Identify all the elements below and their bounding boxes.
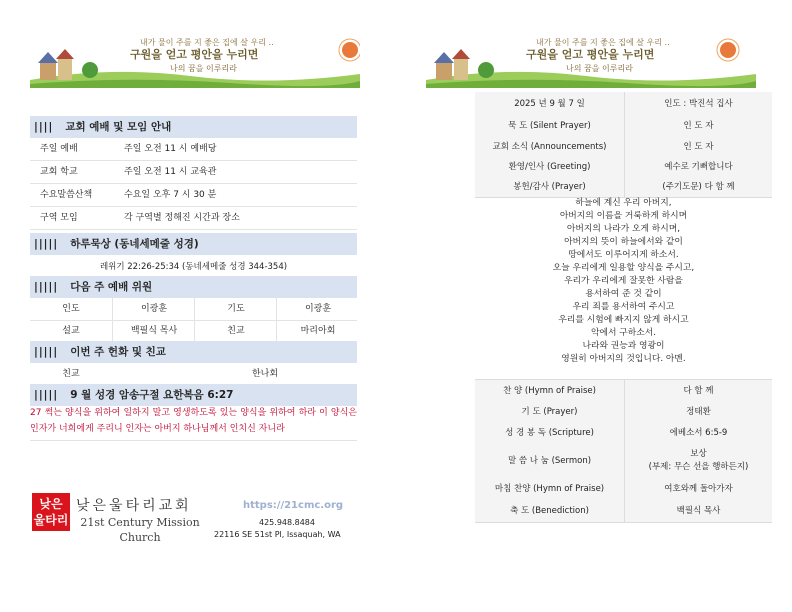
- section-title: 9 월 성경 암송구절 요한복음 6:27: [70, 389, 234, 401]
- row-key: 구역 모임: [40, 213, 78, 223]
- prayer-line: 영원히 아버지의 것입니다. 아멘.: [561, 354, 686, 364]
- prayer-line: 아버지의 나라가 오게 하시며,: [566, 224, 681, 234]
- prayer-line: 악에서 구하소서.: [590, 328, 657, 338]
- section-bars: |||||: [34, 281, 59, 293]
- section-flowers-header: [30, 341, 357, 363]
- church-name-line-1: 21st Century Mission: [80, 516, 200, 529]
- banner-text-3: 나의 꿈을 이루리라: [170, 64, 237, 73]
- phone-number: 425.948.8484: [259, 518, 315, 527]
- sermon-subtitle: (부제: 무슨 선을 행하든지): [648, 462, 749, 472]
- cell: 인도: [62, 304, 80, 314]
- church-name-line-2: Church: [119, 531, 161, 544]
- section-committee-header: [30, 276, 357, 298]
- order-row: [475, 177, 772, 198]
- order-person: 정태환: [686, 407, 711, 417]
- cell: 이광훈: [112, 298, 195, 320]
- fellowship-row: [30, 363, 357, 386]
- order-row: [475, 402, 772, 423]
- prayer-line: 땅에서도 이루어지게 하소서.: [568, 250, 679, 260]
- prayer-line: 용서하여 준 것 같이: [585, 289, 662, 299]
- cell: 이광훈: [276, 298, 359, 320]
- order-item: 교회 소식 (Announcements): [475, 137, 625, 157]
- memory-verse: 27 썩는 양식을 위하여 일하지 말고 영생하도록 있는 양식을 위하여 하라 이 양식은 인자가 너희에게 주리니 인자는 아버지 하나님께서 인치신 자니라: [30, 405, 357, 441]
- cell: 기도: [194, 298, 277, 320]
- banner-text-1: 내가 물이 주를 지 좋은 집에 살 우리 ..: [536, 38, 670, 47]
- church-name-korean: 낮은울타리교회: [76, 498, 192, 514]
- logo-text-bottom: 울타리: [33, 513, 69, 527]
- cell: 마리아회: [276, 320, 359, 342]
- order-person: (주기도문) 다 함 께: [662, 182, 735, 192]
- order-person: 여호와께 돌아가자: [664, 484, 733, 494]
- banner-text-1: 내가 물이 주를 지 좋은 집에 살 우리 ..: [140, 38, 274, 47]
- church-name-english: [76, 515, 204, 545]
- schedule-row: [30, 184, 357, 207]
- order-header-row: [475, 92, 772, 117]
- order-item: 성 경 봉 독 (Scripture): [475, 422, 625, 444]
- order-row: [475, 500, 772, 523]
- address: 22116 SE 51st Pl, Issaquah, WA: [214, 530, 341, 539]
- order-item: 봉헌/감사 (Prayer): [475, 177, 625, 197]
- banner-text-3: 나의 꿈을 이루리라: [566, 64, 633, 73]
- banner-text-2: 구원을 얻고 평안을 누리면: [130, 48, 259, 61]
- schedule-row: [30, 161, 357, 184]
- order-person: 다 함 께: [683, 386, 714, 396]
- order-row-sermon: [475, 444, 772, 480]
- logo-text-top: 낮은: [39, 497, 63, 511]
- section-memory-verse-header: [30, 384, 357, 406]
- order-row: [475, 422, 772, 445]
- section-title: 하루묵상 (동네세메줄 성경): [70, 238, 199, 250]
- order-item: 마침 찬양 (Hymn of Praise): [475, 479, 625, 500]
- committee-row: [30, 298, 357, 321]
- section-bars: |||||: [34, 389, 59, 401]
- church-logo: [32, 493, 70, 531]
- order-row: [475, 380, 772, 403]
- section-title: 교회 예배 및 모임 안내: [65, 121, 172, 133]
- order-item: 묵 도 (Silent Prayer): [475, 116, 625, 137]
- row-key: 수요말씀산책: [40, 190, 93, 200]
- prayer-line: 아버지의 뜻이 하늘에서와 같이: [564, 237, 683, 247]
- banner-right: [426, 36, 706, 88]
- prayer-line: 나라와 권능과 영광이: [582, 341, 665, 351]
- lords-prayer: [475, 197, 772, 380]
- order-item: 말 씀 나 눔 (Sermon): [475, 444, 625, 479]
- section-bars: |||||: [34, 346, 59, 358]
- cell: 한나회: [251, 369, 279, 379]
- row-key: 주일 예배: [40, 144, 78, 154]
- cell: 친교: [194, 320, 277, 342]
- prayer-line: 우리를 시험에 빠지지 않게 하시고: [558, 315, 689, 325]
- order-item: 찬 양 (Hymn of Praise): [475, 380, 625, 402]
- row-value: 주일 오전 11 시 예배당: [124, 144, 217, 154]
- website-link[interactable]: https://21cmc.org: [243, 500, 344, 511]
- section-worship-header: [30, 116, 357, 138]
- order-item: 환영/인사 (Greeting): [475, 157, 625, 177]
- schedule-row: [30, 207, 357, 230]
- row-value: 주일 오전 11 시 교육관: [124, 167, 217, 177]
- service-leader: 인도 : 박진석 집사: [664, 99, 733, 109]
- row-value: 각 구역별 정해진 시간과 장소: [124, 213, 240, 223]
- order-item: 기 도 (Prayer): [475, 402, 625, 422]
- order-person: 인 도 자: [683, 121, 714, 131]
- prayer-line: 우리가 우리에게 잘못한 사람을: [564, 276, 683, 286]
- prayer-line: 아버지의 이름을 거룩하게 하시며: [559, 211, 688, 221]
- order-person: 예수로 기뻐합니다: [664, 162, 733, 172]
- sermon-main-title: 보상: [690, 449, 707, 459]
- order-row: [475, 116, 772, 138]
- banner-text-2: 구원을 얻고 평안을 누리면: [526, 48, 655, 61]
- order-row: [475, 157, 772, 178]
- cell: 친교: [62, 369, 80, 379]
- order-person: 백필식 목사: [676, 506, 721, 516]
- banner-left: [30, 36, 310, 88]
- cell: 백필식 목사: [112, 320, 195, 342]
- schedule-row: [30, 138, 357, 161]
- meditation-reference: 레위기 22:26-25:34 (동네세메줄 성경 344-354): [30, 256, 357, 279]
- section-bars: ||||: [34, 121, 54, 133]
- order-person: 인 도 자: [683, 142, 714, 152]
- order-item: 축 도 (Benediction): [475, 500, 625, 522]
- order-row: [475, 479, 772, 501]
- section-title: 이번 주 헌화 및 친교: [70, 346, 166, 358]
- order-person: 에베소서 6:5-9: [669, 428, 728, 438]
- order-row: [475, 137, 772, 158]
- prayer-line: 하늘에 계신 우리 아버지,: [575, 198, 672, 208]
- row-value: 수요일 오후 7 시 30 분: [124, 190, 217, 200]
- prayer-line: 오늘 우리에게 일용할 양식을 주시고,: [552, 263, 695, 273]
- section-title: 다음 주 예배 위원: [70, 281, 153, 293]
- section-meditation-header: [30, 233, 357, 255]
- sermon-title: [625, 448, 772, 474]
- service-date: 2025 년 9 월 7 일: [475, 92, 625, 116]
- section-bars: |||||: [34, 238, 59, 250]
- row-key: 교회 학교: [40, 167, 78, 177]
- prayer-line: 우리 죄를 용서하여 주시고: [572, 302, 675, 312]
- committee-row: [30, 320, 357, 343]
- cell: 설교: [62, 326, 80, 336]
